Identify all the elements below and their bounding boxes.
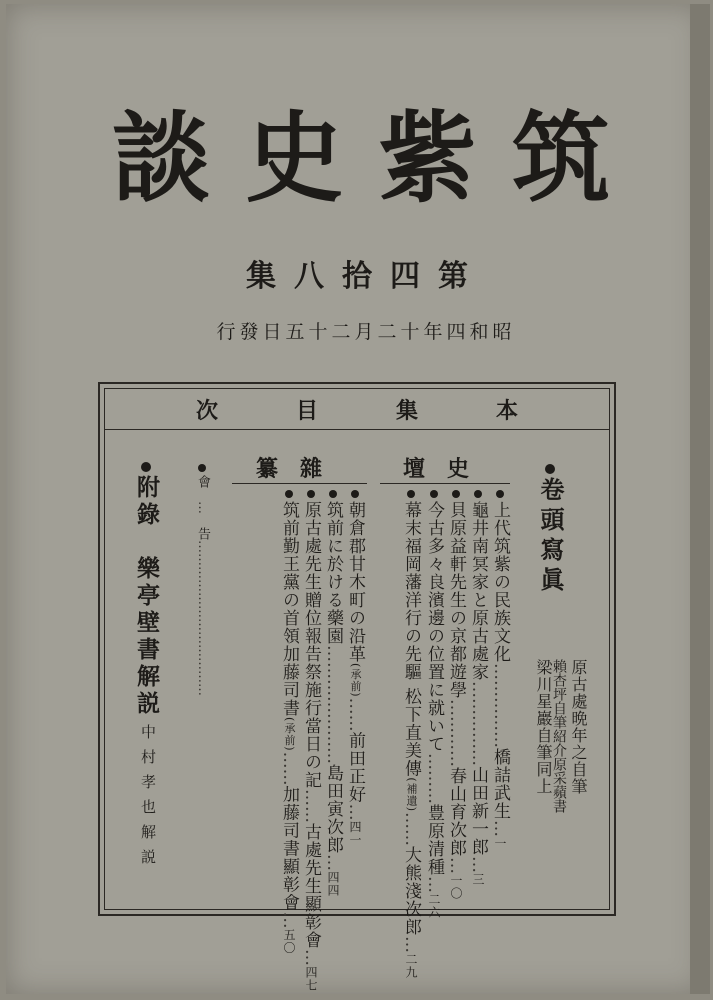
history-article: 今古多々良濱邊の位置に就いて………豊原清種…二六 <box>425 490 442 919</box>
issue-number: 集八拾四第 <box>246 259 486 294</box>
misc-article: 朝倉郡甘木町の沿革(承前)……前田正好…四一 <box>346 490 363 847</box>
title-char-3: 紫 <box>378 101 477 216</box>
history-article: 貝原益軒先生の京都遊學…………春山育次郎…一〇 <box>447 490 464 900</box>
table-of-contents <box>98 382 616 992</box>
frontispiece-label: 卷頭寫眞 <box>538 464 562 597</box>
history-section-label: 壇史 <box>402 456 491 482</box>
bullet-icon <box>474 490 482 498</box>
history-section-rule <box>380 483 510 484</box>
bullet-icon <box>430 490 438 498</box>
magazine-title <box>101 101 621 216</box>
misc-article: 筑前勤王黨の首領加藤司書(承前)……加藤司書顯彰會…五〇 <box>280 490 297 955</box>
misc-section-rule <box>232 483 367 484</box>
history-article: 幕末福岡藩洋行の先驅 松下直美傳(補遺)……大熊淺次郎…二九 <box>402 490 419 979</box>
title-char-4: 筑 <box>511 101 610 216</box>
bullet-icon <box>307 490 315 498</box>
frontispiece-item: 梁川星巖自筆同上 <box>534 659 553 795</box>
bullet-icon <box>496 490 504 498</box>
title-char-2: 史 <box>245 101 344 216</box>
bullet-icon <box>351 490 359 498</box>
appendix-author: 中村孝也解説 <box>139 724 157 874</box>
issue-date: 行發日五十二月二十年四和昭 <box>216 321 516 343</box>
misc-section-label: 纂雜 <box>255 456 344 482</box>
bullet-icon <box>285 490 293 498</box>
frontispiece-item: 原古處晩年之自筆 <box>569 659 588 795</box>
bullet-icon <box>407 490 415 498</box>
bullet-icon <box>452 490 460 498</box>
page-edge <box>690 4 710 994</box>
title-char-1: 談 <box>111 101 210 216</box>
frontispiece-item: 賴杏坪自筆紹介原采蘋書 <box>551 659 567 813</box>
magazine-cover <box>6 4 704 994</box>
misc-article: 筑前に於ける藥園…………………島田寅次郎…四四 <box>324 490 341 897</box>
bullet-icon <box>198 464 206 472</box>
appendix-title: 附錄 樂亭壁書解説 <box>135 462 158 718</box>
misc-article: 原古處先生贈位報告祭施行當日の記……古處先生顯彰會…四七 <box>302 490 319 992</box>
toc-heading: 次目集本 <box>195 398 596 424</box>
notice: 會 … 告……………………………… <box>196 464 209 696</box>
history-article: 龜井南冥家と原古處家……………山田新一郎…三 <box>469 490 486 886</box>
bullet-icon <box>329 490 337 498</box>
bullet-icon <box>545 464 555 474</box>
history-article: 上代筑紫の民族文化……………橋詰武生…一 <box>491 490 508 850</box>
toc-divider <box>104 429 610 430</box>
bullet-icon <box>141 462 151 472</box>
